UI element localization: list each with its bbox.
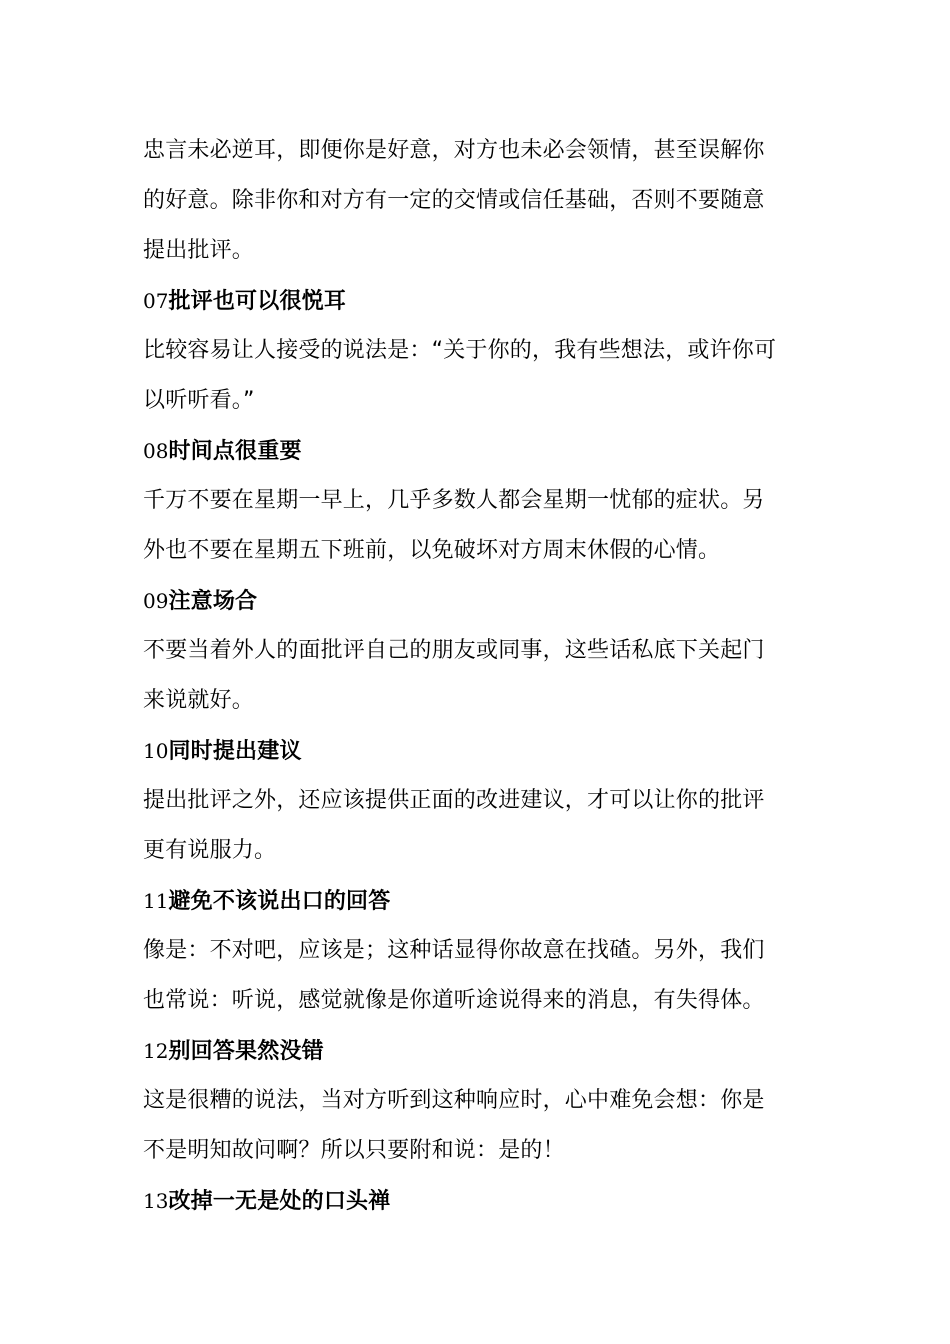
paragraph-line: 像是：不对吧，应该是；这种话显得你故意在找碴。另外，我们 [143, 938, 765, 963]
section-title: 别回答果然没错 [168, 1039, 324, 1064]
section-number: 08 [143, 439, 169, 463]
section-heading-07 [143, 276, 811, 326]
section-title: 时间点很重要 [168, 439, 302, 464]
document-body [143, 126, 811, 1226]
paragraph-line: 更有说服力。 [143, 838, 277, 863]
paragraph-line: 比较容易让人接受的说法是：“关于你的，我有些想法，或许你可 [143, 338, 777, 363]
section-heading-08 [143, 426, 811, 476]
paragraph-line: 不要当着外人的面批评自己的朋友或同事，这些话私底下关起门 [143, 638, 765, 663]
paragraph-line: 提出批评之外，还应该提供正面的改进建议，才可以让你的批评 [143, 788, 765, 813]
section-heading-13 [143, 1176, 811, 1226]
paragraph-line: 以听听看。” [143, 388, 255, 413]
section-heading-09 [143, 576, 811, 626]
paragraph-line: 也常说：听说，感觉就像是你道听途说得来的消息，有失得体。 [143, 988, 765, 1013]
section-title: 避免不该说出口的回答 [168, 889, 391, 914]
section-heading-11 [143, 876, 811, 926]
section-heading-10 [143, 726, 811, 776]
section-number: 07 [143, 289, 169, 313]
section-number: 12 [143, 1039, 169, 1063]
section-title: 改掉一无是处的口头禅 [168, 1189, 391, 1214]
paragraph-line: 外也不要在星期五下班前，以免破坏对方周末休假的心情。 [143, 538, 721, 563]
section-title: 批评也可以很悦耳 [168, 289, 347, 314]
section-heading-12 [143, 1026, 811, 1076]
section-number: 13 [143, 1189, 169, 1213]
section-title: 注意场合 [168, 589, 258, 614]
paragraph-line: 这是很糟的说法，当对方听到这种响应时，心中难免会想：你是 [143, 1088, 765, 1113]
paragraph-line: 提出批评。 [143, 238, 255, 263]
paragraph-line: 千万不要在星期一早上，几乎多数人都会星期一忧郁的症状。另 [143, 488, 765, 513]
section-number: 11 [143, 889, 169, 913]
section-number: 09 [143, 589, 169, 613]
paragraph-line: 来说就好。 [143, 688, 255, 713]
paragraph-line: 忠言未必逆耳，即便你是好意，对方也未必会领情，甚至误解你 [143, 138, 765, 163]
section-number: 10 [143, 739, 169, 763]
paragraph-line: 不是明知故问啊？所以只要附和说：是的！ [143, 1138, 565, 1163]
paragraph-line: 的好意。除非你和对方有一定的交情或信任基础，否则不要随意 [143, 188, 765, 213]
section-title: 同时提出建议 [168, 739, 302, 764]
